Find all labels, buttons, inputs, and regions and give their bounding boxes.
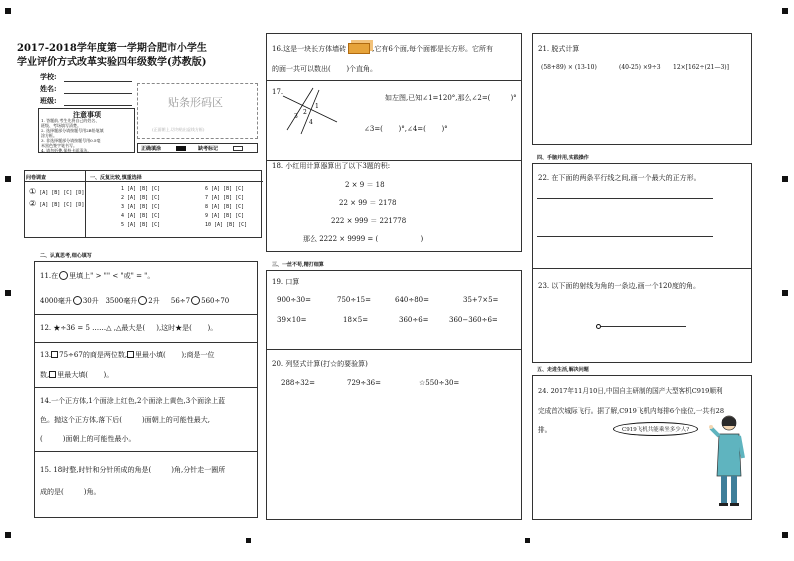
choice-option-row[interactable]: 9 [A] [B] [C]: [205, 213, 245, 219]
q21-item: (58+89) × (13-10): [541, 64, 597, 71]
q11-items: 4000毫升 30升 3500毫升 2升 56÷7 560÷70: [40, 297, 230, 305]
fill-example-box: [137, 143, 258, 153]
notice-item: 班级、考场填写清楚。: [41, 123, 81, 128]
answer-sheet-column-2: [266, 33, 522, 161]
registration-mark: [782, 532, 788, 538]
q19-item: 360−360÷6=: [449, 316, 498, 324]
speech-bubble-text: C919飞机共能乘坐多少人?: [622, 427, 690, 433]
barcode-title: 贴条形码区: [168, 96, 223, 109]
q21-item: (40-25) ×9÷3: [619, 64, 661, 71]
q18-title: 18. 小红用计算器算出了以下3题的积:: [272, 162, 391, 170]
digit-box[interactable]: [127, 351, 134, 358]
section3-block: [266, 270, 522, 520]
angle-label-3: 3: [294, 113, 298, 120]
ray-line: [601, 326, 686, 327]
q22-text: 22. 在下面的两条平行线之间,画一个最大的正方形。: [538, 174, 701, 182]
q18-line-2: 22 × 99 ＝ 2178: [339, 199, 397, 207]
registration-mark: [246, 538, 251, 543]
notice-box: [38, 108, 135, 153]
compare-circle[interactable]: [138, 296, 147, 305]
q20-item: 729÷36=: [347, 379, 381, 387]
section2-block: [34, 261, 258, 518]
choice-option-row[interactable]: 7 [A] [B] [C]: [205, 195, 245, 201]
notice-list: [41, 118, 104, 153]
q15-line1: 15. 18时整,时针和分针所成的角是( )角,分针走一圈所: [40, 466, 226, 474]
section2-title: 二、认真思考,细心填写: [40, 253, 92, 259]
survey-row-1[interactable]: ① [A] [B] [C] [D]: [29, 187, 85, 196]
page-title-line2: 学业评价方式改革实验四年级数学(苏教版): [17, 57, 207, 68]
section5-title: 五、走进生活,解决问题: [537, 367, 589, 373]
section1-left-options[interactable]: [121, 185, 160, 230]
q24-line3: 排。: [538, 426, 552, 434]
registration-mark: [5, 290, 11, 296]
digit-box[interactable]: [51, 351, 58, 358]
choice-option-row[interactable]: 3 [A] [B] [C]: [121, 204, 161, 210]
q21-title: 21. 脱式计算: [538, 45, 580, 53]
registration-mark: [5, 8, 11, 14]
name-field[interactable]: [64, 93, 132, 94]
choice-option-row[interactable]: 2 [A] [B] [C]: [121, 195, 161, 201]
choice-option-row[interactable]: 1 [A] [B] [C]: [121, 186, 161, 192]
q21-block: [532, 33, 752, 145]
q19-item: 640÷80=: [395, 296, 429, 304]
notice-item: 3. 非选择题部分请按题号用0.5毫: [41, 138, 101, 143]
speech-bubble: [613, 422, 698, 436]
q19-item: 360÷6=: [399, 316, 429, 324]
compare-circle[interactable]: [191, 296, 200, 305]
section4-block: [532, 163, 752, 363]
school-label: 学校:: [40, 72, 57, 81]
teacher-figure: [709, 414, 749, 509]
q18-block: [266, 156, 522, 252]
q24-line2: 完成首次城际飞行。据了解,C919飞机内每排6个座位,一共有28: [538, 407, 725, 415]
choice-option-row[interactable]: 8 [A] [B] [C]: [205, 204, 245, 210]
missing-mark-label: 缺考标记: [198, 146, 219, 152]
page-title-line1: 2017-2018学年度第一学期合肥市小学生: [17, 43, 207, 54]
notice-item: 1. 答题前,考生先将自己的姓名、: [41, 118, 100, 123]
section4-title: 四、手脑并用,实践操作: [537, 155, 589, 161]
q20-title: 20. 列竖式计算(打☆的要验算): [272, 360, 368, 368]
q19-item: 35+7×5=: [463, 296, 499, 304]
q14-line3: ( )面朝上的可能性最小。: [40, 435, 136, 443]
angle-label-4: 4: [309, 119, 313, 126]
registration-mark: [5, 532, 11, 538]
class-field[interactable]: [64, 105, 132, 106]
angle-label-1: 1: [315, 103, 319, 110]
q18-line-3: 222 × 999 ＝ 221778: [331, 217, 407, 225]
parallel-line-bottom: [537, 236, 713, 237]
q17-line2: ∠3=( )°,∠4=( )°: [364, 125, 448, 133]
q21-item: 12×[162÷(21—3)]: [673, 64, 729, 71]
compare-circle[interactable]: [59, 271, 68, 280]
correct-fill-label: 正确填涂: [141, 146, 162, 152]
section3-title: 三、一丝不苟,精打细算: [272, 262, 324, 268]
choice-option-row[interactable]: 4 [A] [B] [C]: [121, 213, 161, 219]
q15-line2: 成的是( )角。: [40, 488, 101, 496]
q13-line1: 13. 75÷67的商是两位数, 里最小填( );商是一位: [40, 351, 215, 359]
brick-icon: [348, 43, 370, 54]
survey-title: 问卷调查: [26, 175, 47, 181]
section5-block: [532, 375, 752, 520]
choice-option-row[interactable]: 5 [A] [B] [C]: [121, 222, 161, 228]
q20-item: 288÷32=: [281, 379, 315, 387]
q24-line1: 24. 2017年11月10日,中国自主研制的国产大型客机C919顺利: [538, 387, 723, 395]
angle-label-2: 2: [303, 109, 307, 116]
barcode-area: [137, 83, 258, 139]
compare-circle[interactable]: [73, 296, 82, 305]
q23-text: 23. 以下面的射线为角的一条边,画一个120度的角。: [538, 282, 700, 290]
missing-mark-box[interactable]: [233, 146, 243, 151]
school-field[interactable]: [64, 81, 132, 82]
barcode-note: (正面朝上,切勿贴出虚线方框): [152, 127, 205, 132]
q16-line2: 的面一共可以数出( )个直角。: [272, 65, 378, 73]
notice-item: 4. 请勿折叠,保持卡面清洁。: [41, 148, 92, 153]
q19-item: 39×10=: [277, 316, 307, 324]
notice-title: 注意事项: [73, 110, 101, 119]
q19-item: 18×5=: [343, 316, 369, 324]
q14-line2: 色。抛这个正方体,落下后( )面朝上的可能性最大,: [40, 416, 210, 424]
registration-mark: [782, 290, 788, 296]
q18-line-4: 那么 2222 × 9999 = ( ): [303, 235, 424, 243]
class-label: 班级:: [40, 96, 57, 105]
q18-line-1: 2 × 9 ＝ 18: [345, 181, 385, 189]
q19-title: 19. 口算: [272, 278, 300, 286]
choice-option-row[interactable]: 6 [A] [B] [C]: [205, 186, 245, 192]
q16-line1: 16.这是一块长方体墙砖 ,它有6个面,每个面都是长方形。它所有: [272, 45, 494, 53]
q20-item: ☆550÷30=: [419, 379, 460, 387]
survey-row-2[interactable]: ② [A] [B] [C] [D]: [29, 199, 85, 208]
choice-option-row[interactable]: 10 [A] [B] [C]: [205, 222, 248, 228]
digit-box[interactable]: [49, 371, 56, 378]
q13-line2: 数, 里最大填( )。: [40, 371, 114, 379]
registration-mark: [782, 8, 788, 14]
registration-mark: [5, 176, 11, 182]
notice-item: 涂方框。: [41, 133, 57, 138]
registration-mark: [782, 176, 788, 182]
section1-title: 一、反复比较,慎重选择: [90, 175, 142, 181]
q11-line: 11.在 里填上" > "" < "或" = "。: [40, 272, 155, 280]
name-label: 姓名:: [40, 84, 57, 93]
registration-mark: [525, 538, 530, 543]
q19-item: 750÷15=: [337, 296, 371, 304]
notice-item: 2. 选择题部分请按题号用2B铅笔填: [41, 128, 104, 133]
q17-line1: 如左图,已知∠1=120°,那么∠2=( )°: [385, 94, 517, 102]
q19-item: 900÷30=: [277, 296, 311, 304]
section1-right-options[interactable]: [205, 185, 247, 230]
choice-block: [24, 170, 262, 238]
parallel-line-top: [537, 198, 713, 199]
q14-line1: 14.一个正方体,1个面涂上红色,2个面涂上黄色,3个面涂上蓝: [40, 397, 226, 405]
angle-diagram: [279, 86, 339, 136]
notice-item: 米黑色签字笔书写。: [41, 143, 77, 148]
q12-line: 12. ★÷36 = 5 ……△ ,△最大是( ),这时★是( )。: [40, 324, 218, 332]
correct-fill-sample: [176, 146, 186, 151]
q17-number: 17.: [272, 88, 284, 96]
